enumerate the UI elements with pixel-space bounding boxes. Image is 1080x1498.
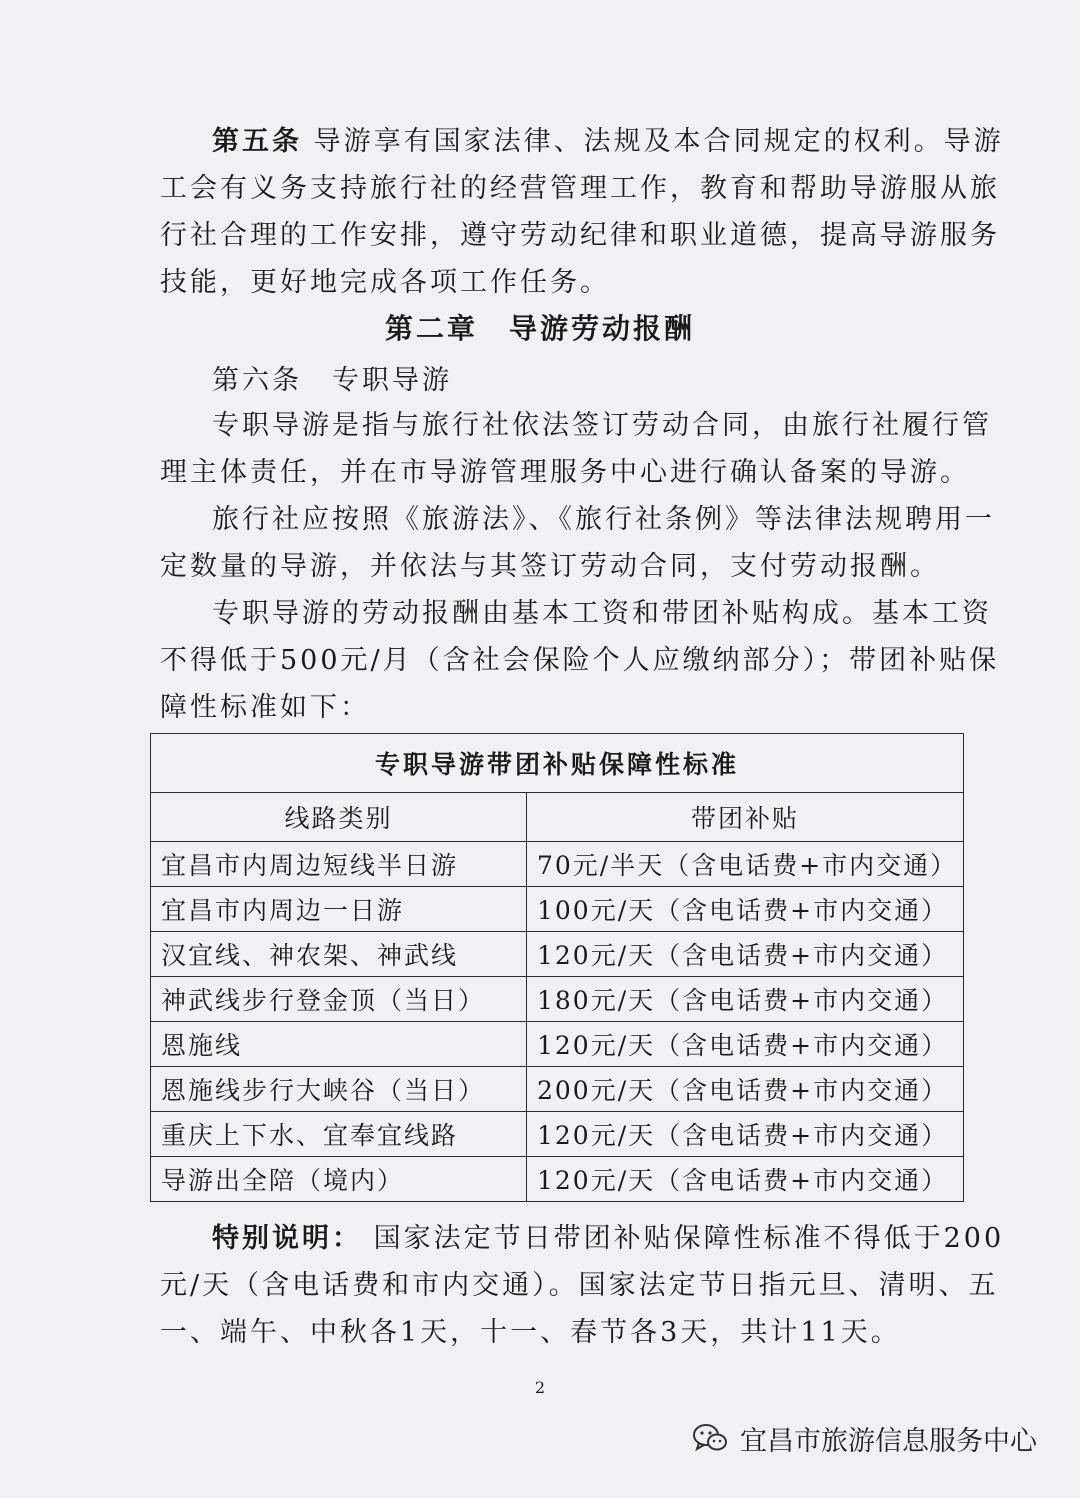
route-cell: 汉宜线、神农架、神武线 [151, 932, 527, 977]
table-caption: 专职导游带团补贴保障性标准 [151, 734, 964, 793]
table-header-row [151, 793, 964, 842]
table-row [151, 842, 964, 887]
note-head: 特别说明： [212, 1223, 362, 1254]
subsidy-cell: 100元/天（含电话费+市内交通） [527, 887, 964, 932]
article5-line-3: 行社合理的工作安排，遵守劳动纪律和职业道德，提高导游服务 [160, 220, 1000, 251]
table-row [151, 977, 964, 1022]
subsidy-cell: 120元/天（含电话费+市内交通） [527, 932, 964, 977]
article5-line-2: 工会有义务支持旅行社的经营管理工作，教育和帮助导游服从旅 [160, 173, 1000, 204]
subsidy-cell: 180元/天（含电话费+市内交通） [527, 977, 964, 1022]
header-subsidy: 带团补贴 [527, 793, 964, 842]
table-row [151, 932, 964, 977]
chapter-title: 第二章 导游劳动报酬 [384, 312, 695, 345]
watermark-text: 宜昌市旅游信息服务中心 [740, 1425, 1037, 1457]
article6-heading: 第六条 专职导游 [212, 365, 452, 396]
article6-p3-line-2: 不得低于500元/月（含社会保险个人应缴纳部分）；带团补贴保 [160, 645, 1000, 676]
wechat-icon [690, 1418, 730, 1458]
table-row [151, 1022, 964, 1067]
note-line-2: 元/天（含电话费和市内交通）。国家法定节日指元旦、清明、五 [160, 1270, 999, 1301]
subsidy-cell: 120元/天（含电话费+市内交通） [527, 1022, 964, 1067]
header-route-category: 线路类别 [151, 793, 527, 842]
article5-text-1: 导游享有国家法律、法规及本合同规定的权利。导游 [313, 126, 1004, 157]
subsidy-cell: 70元/半天（含电话费+市内交通） [527, 842, 964, 887]
article5-line-4: 技能，更好地完成各项工作任务。 [160, 267, 610, 298]
article6-p3-line-3: 障性标准如下： [160, 692, 370, 723]
table-caption-row [151, 734, 964, 793]
article6-p3-line-1: 专职导游的劳动报酬由基本工资和带团补贴构成。基本工资 [212, 598, 992, 629]
route-cell: 神武线步行登金顶（当日） [151, 977, 527, 1022]
route-cell: 导游出全陪（境内） [151, 1157, 527, 1202]
article6-p2-line-1: 旅行社应按照《旅游法》、《旅行社条例》等法律法规聘用一 [212, 504, 995, 535]
table-row [151, 1067, 964, 1112]
article6-p1-line-1: 专职导游是指与旅行社依法签订劳动合同，由旅行社履行管 [212, 410, 992, 441]
article6-p2-line-2: 定数量的导游，并依法与其签订劳动合同，支付劳动报酬。 [160, 551, 940, 582]
page-number: 2 [534, 1378, 546, 1397]
table-row [151, 887, 964, 932]
route-cell: 恩施线步行大峡谷（当日） [151, 1067, 527, 1112]
article5-line-1 [212, 118, 1004, 165]
table-row [151, 1112, 964, 1157]
table-row [151, 1157, 964, 1202]
watermark [690, 1418, 1037, 1458]
subsidy-cell: 200元/天（含电话费+市内交通） [527, 1067, 964, 1112]
route-cell: 宜昌市内周边一日游 [151, 887, 527, 932]
route-cell: 重庆上下水、宜奉宜线路 [151, 1112, 527, 1157]
route-cell: 恩施线 [151, 1022, 527, 1067]
subsidy-cell: 120元/天（含电话费+市内交通） [527, 1112, 964, 1157]
note-line-1 [212, 1215, 1005, 1262]
note-line-3: 一、端午、中秋各1天，十一、春节各3天，共计11天。 [160, 1317, 901, 1348]
route-cell: 宜昌市内周边短线半日游 [151, 842, 527, 887]
article6-p1-line-2: 理主体责任，并在市导游管理服务中心进行确认备案的导游。 [160, 457, 970, 488]
subsidy-table [150, 733, 964, 1202]
note-text-1: 国家法定节日带团补贴保障性标准不得低于200 [373, 1223, 1005, 1254]
article5-head: 第五条 [212, 126, 302, 157]
subsidy-cell: 120元/天（含电话费+市内交通） [527, 1157, 964, 1202]
